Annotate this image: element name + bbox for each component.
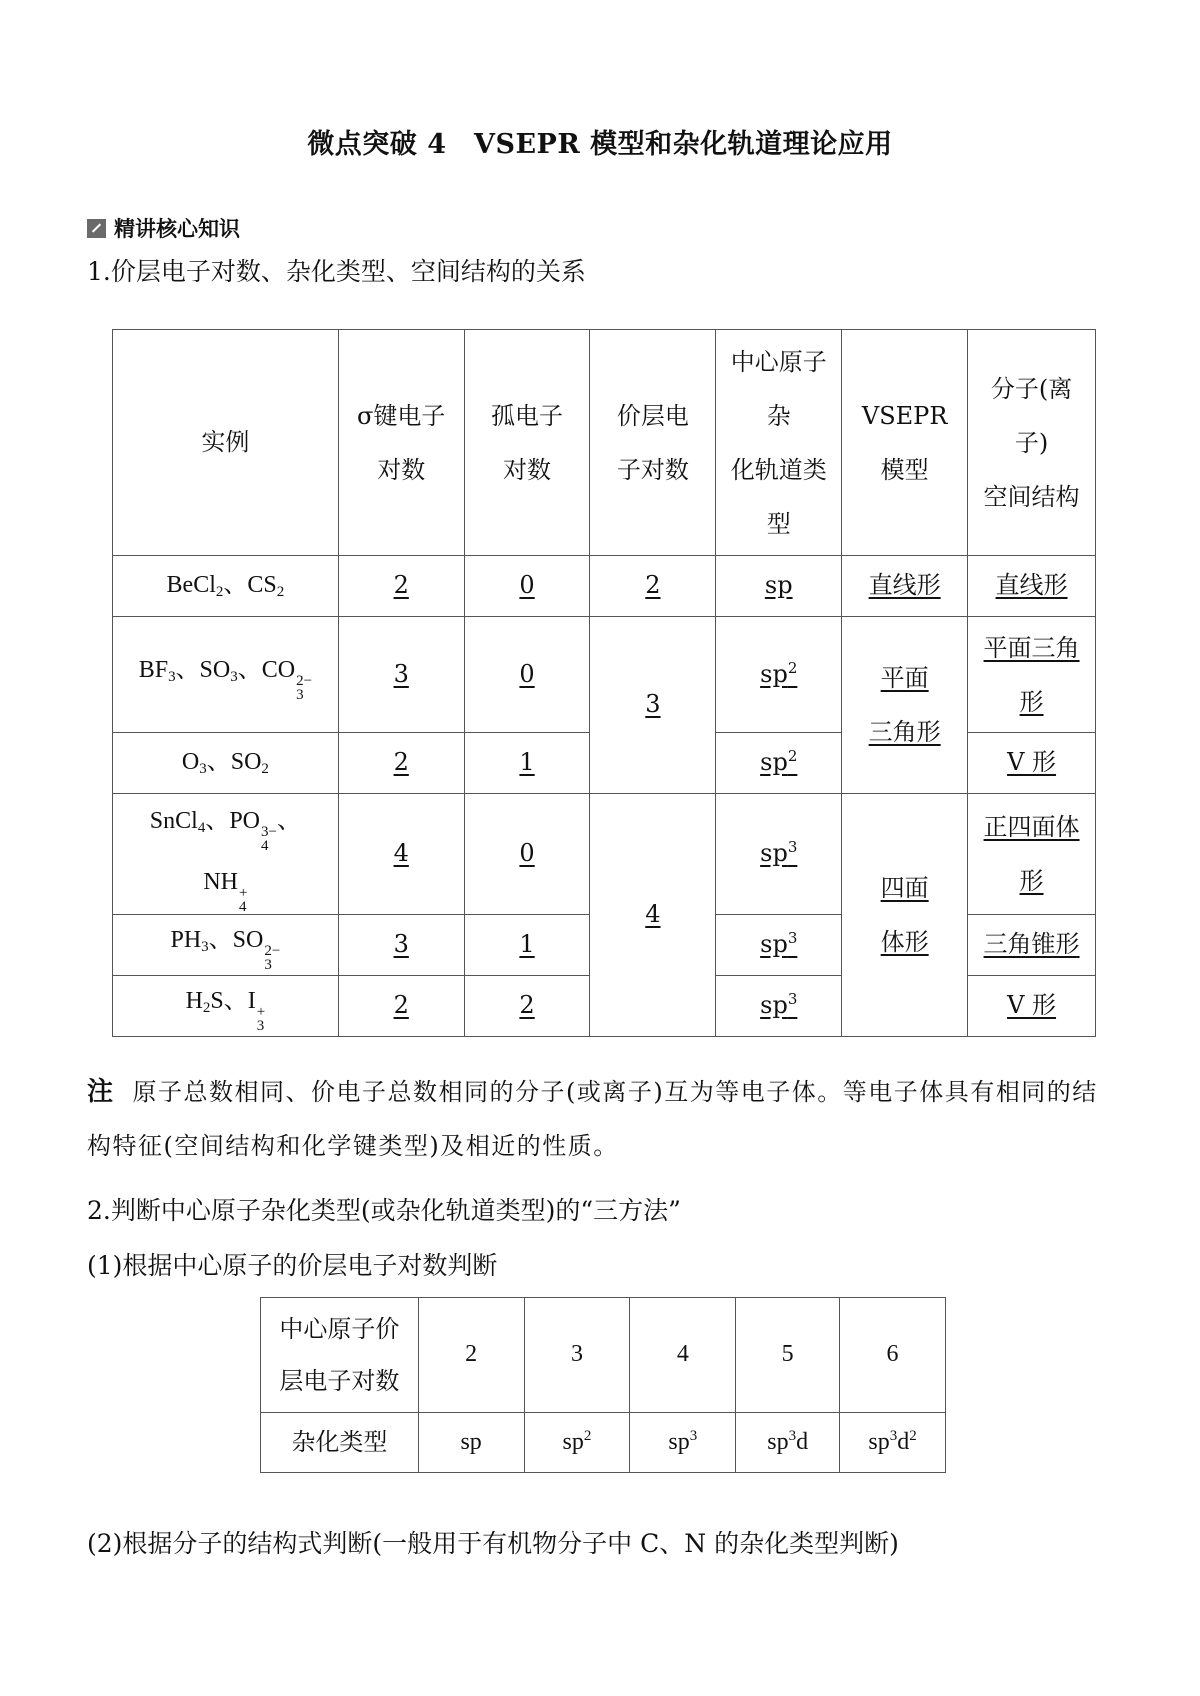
valence-cell: 4 (590, 794, 716, 1037)
page-title: 微点突破 4 VSEPR 模型和杂化轨道理论应用 (307, 129, 893, 160)
header-vsepr: VSEPR 模型 (842, 330, 968, 556)
type-cell: sp (418, 1413, 524, 1473)
shape-cell: 直线形 (968, 556, 1096, 617)
sigma-cell: 4 (338, 794, 464, 915)
shape-cell: V 形 (968, 976, 1096, 1037)
valence-hybrid-table (260, 1297, 946, 1473)
hybridization-table (112, 329, 1096, 1037)
table-row (261, 1298, 946, 1413)
hybrid-cell: $sp^2$ (716, 733, 842, 794)
row-label: 中心原子价 层电子对数 (261, 1298, 419, 1413)
type-cell: $sp^2$ (524, 1413, 630, 1473)
header-sigma: σ键电子 对数 (338, 330, 464, 556)
note-label: 注 (87, 1077, 115, 1107)
table-row (261, 1413, 946, 1473)
count-cell: 3 (524, 1298, 630, 1413)
type-cell: $sp^3d$ (736, 1413, 840, 1473)
vsepr-cell: 直线形 (842, 556, 968, 617)
hybrid-cell: $sp^3$ (716, 976, 842, 1037)
pencil-box-icon (87, 219, 106, 238)
hybrid-cell: $sp^3$ (716, 794, 842, 915)
table-row (113, 556, 1096, 617)
table-row (113, 794, 1096, 915)
example-cell: $PH_3$、SO 2− 3 (113, 915, 339, 976)
header-hybrid: 中心原子 杂 化轨道类 型 (716, 330, 842, 556)
lone-cell: 1 (464, 915, 590, 976)
vsepr-cell: 平面 三角形 (842, 617, 968, 794)
shape-cell: 三角锥形 (968, 915, 1096, 976)
example-cell: $O_3$、$SO_2$ (113, 733, 339, 794)
note-text: 原子总数相同、价电子总数相同的分子(或离子)互为等电子体。等电子体具有相同的结构特征(空间结构和化学键类型)及相近的性质。 (87, 1078, 1098, 1160)
table-row (113, 617, 1096, 733)
vsepr-cell: 四面 体形 (842, 794, 968, 1037)
hybrid-cell: $sp^2$ (716, 617, 842, 733)
lone-cell: 2 (464, 976, 590, 1037)
header-example: 实例 (113, 330, 339, 556)
lone-cell: 0 (464, 617, 590, 733)
shape-cell: V 形 (968, 733, 1096, 794)
count-cell: 6 (840, 1298, 946, 1413)
section-header (87, 213, 240, 243)
header-lone: 孤电子 对数 (464, 330, 590, 556)
header-shape: 分子(离 子) 空间结构 (968, 330, 1096, 556)
count-cell: 2 (418, 1298, 524, 1413)
hybrid-cell: sp (716, 556, 842, 617)
sigma-cell: 2 (338, 733, 464, 794)
heading-1: 1.价层电子对数、杂化类型、空间结构的关系 (87, 257, 586, 286)
sigma-cell: 3 (338, 915, 464, 976)
sigma-cell: 2 (338, 976, 464, 1037)
section-label: 精讲核心知识 (114, 217, 240, 241)
type-cell: $sp^3d^2$ (840, 1413, 946, 1473)
heading-2-1: (1)根据中心原子的价层电子对数判断 (87, 1251, 498, 1280)
sigma-cell: 2 (338, 556, 464, 617)
example-cell: BeCl$_2$、$CS_2$ (113, 556, 339, 617)
valence-cell: 2 (590, 556, 716, 617)
note-paragraph (87, 1065, 1117, 1173)
example-cell: $H_2S$、I + 3 (113, 976, 339, 1037)
sigma-cell: 3 (338, 617, 464, 733)
example-cell: SnCl$_4$、PO 3− 4 、 NH + 4 (113, 794, 339, 915)
heading-2-2: (2)根据分子的结构式判断(一般用于有机物分子中 C、N 的杂化类型判断) (87, 1529, 899, 1558)
count-cell: 5 (736, 1298, 840, 1413)
heading-2: 2.判断中心原子杂化类型(或杂化轨道类型)的“三方法” (87, 1196, 681, 1225)
row-label: 杂化类型 (261, 1413, 419, 1473)
shape-cell: 平面三角 形 (968, 617, 1096, 733)
type-cell: $sp^3$ (630, 1413, 736, 1473)
header-valence: 价层电 子对数 (590, 330, 716, 556)
lone-cell: 1 (464, 733, 590, 794)
table-header-row (113, 330, 1096, 556)
lone-cell: 0 (464, 794, 590, 915)
lone-cell: 0 (464, 556, 590, 617)
valence-cell: 3 (590, 617, 716, 794)
count-cell: 4 (630, 1298, 736, 1413)
shape-cell: 正四面体 形 (968, 794, 1096, 915)
hybrid-cell: $sp^3$ (716, 915, 842, 976)
example-cell: $BF_3$、$SO_3$、CO 2− 3 (113, 617, 339, 733)
